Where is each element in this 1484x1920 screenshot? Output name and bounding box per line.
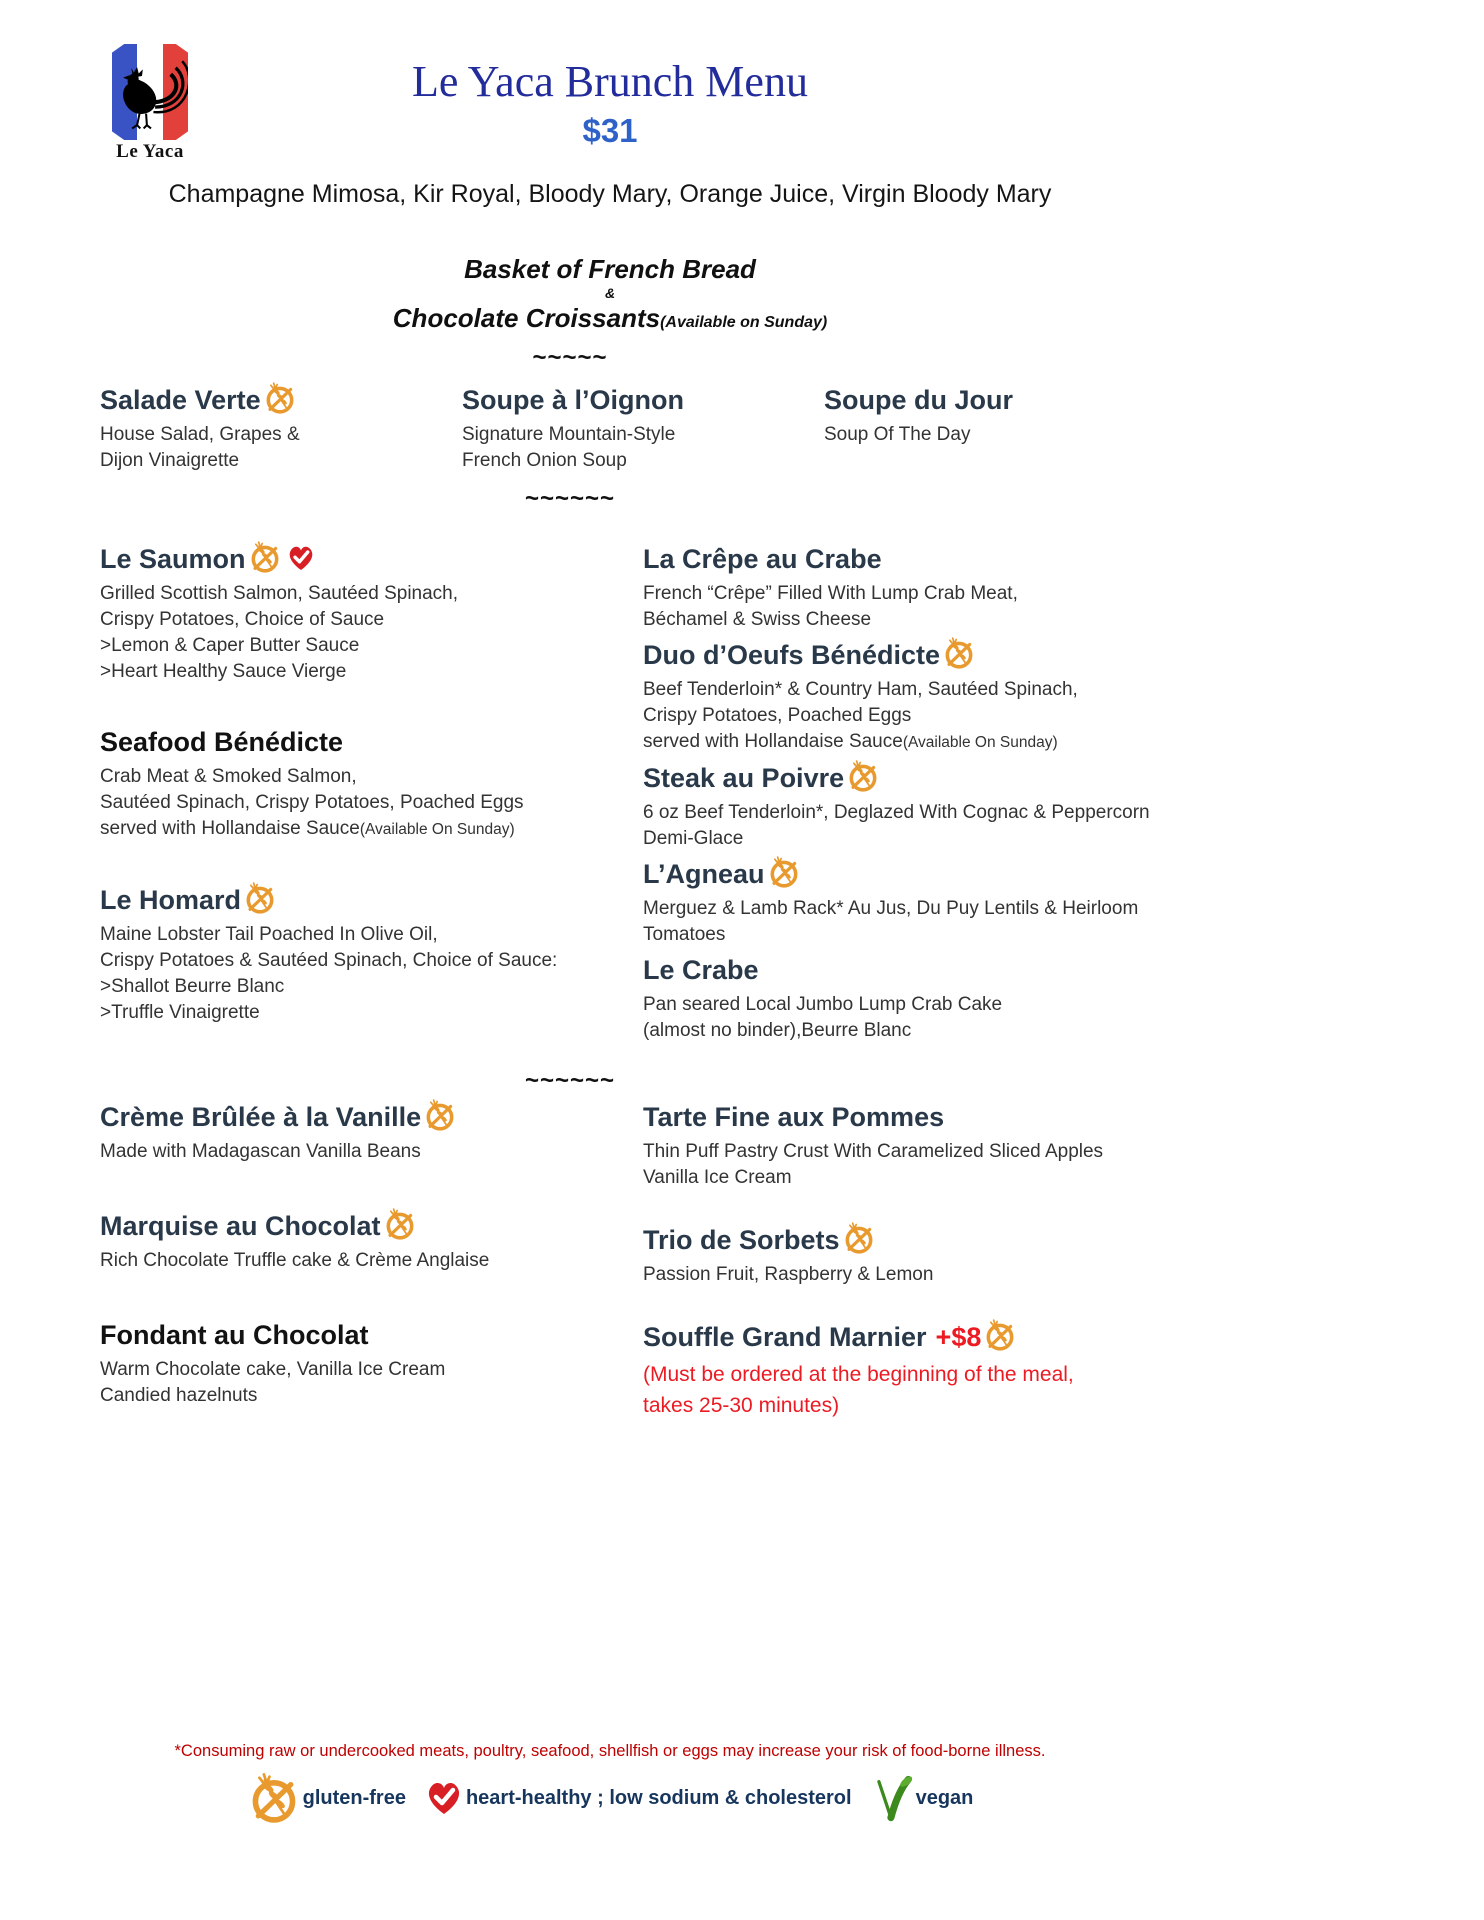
desc-text: Béchamel & Swiss Cheese	[643, 609, 872, 630]
croissants-line	[100, 302, 1120, 339]
item-title-row	[643, 857, 1220, 891]
desc-line	[100, 790, 643, 816]
desc-text: (almost no binder),Beurre Blanc	[643, 1020, 912, 1041]
item-description	[643, 1139, 1220, 1191]
desc-text: Merguez & Lamb Rack* Au Jus, Du Puy Lentils & Heirloom	[643, 898, 1139, 919]
page-title: Le Yaca Brunch Menu	[412, 57, 808, 106]
footer	[100, 1742, 1220, 1825]
menu-price: $31	[582, 112, 638, 149]
desc-text: Dijon Vinaigrette	[100, 450, 240, 471]
starters-row	[100, 383, 1220, 474]
gluten-free-icon	[983, 1318, 1017, 1352]
item-title-row	[462, 383, 824, 417]
desc-line	[643, 1018, 1220, 1044]
menu-item	[643, 542, 1220, 633]
desc-text: >Shallot Beurre Blanc	[100, 976, 285, 997]
desserts-left-column	[100, 1100, 643, 1453]
desc-line	[643, 800, 1220, 826]
item-title: Steak au Poivre	[643, 763, 845, 793]
item-description	[824, 422, 1220, 448]
item-price-suffix: +$8	[935, 1322, 982, 1352]
item-title-row	[100, 883, 643, 917]
separator: ~~~~~	[532, 344, 608, 371]
desc-line	[643, 826, 1220, 852]
desc-line	[643, 1262, 1220, 1288]
desc-text: Signature Mountain-Style	[462, 424, 676, 445]
item-title-row	[643, 638, 1220, 672]
desc-text: >Truffle Vinaigrette	[100, 1002, 260, 1023]
desc-line	[100, 922, 643, 948]
separator: ~~~~~~	[524, 1067, 616, 1094]
item-description	[100, 1139, 643, 1165]
item-title-row	[824, 383, 1220, 417]
item-title: Fondant au Chocolat	[100, 1320, 369, 1350]
desc-line	[100, 974, 643, 1000]
desc-text: Crispy Potatoes, Poached Eggs	[643, 705, 912, 726]
desc-line	[100, 1000, 643, 1026]
disclaimer: *Consuming raw or undercooked meats, poultry, seafood, shellfish or eggs may increase your risk of food-borne illness.	[174, 1742, 1046, 1760]
desc-line	[100, 659, 643, 685]
desc-text: served with Hollandaise Sauce	[643, 731, 903, 752]
separator: ~~~~~~	[524, 485, 616, 512]
desc-line	[100, 816, 643, 843]
legend-label: heart-healthy ; low sodium & cholesterol	[465, 1786, 852, 1809]
mains-left-column	[100, 542, 643, 1066]
desc-line	[100, 764, 643, 790]
menu-item	[100, 542, 643, 685]
menu-item	[643, 638, 1220, 756]
desc-text: Beef Tenderloin* & Country Ham, Sautéed Spinach,	[643, 679, 1078, 700]
item-title: Soupe du Jour	[824, 385, 1013, 415]
item-title-row	[100, 542, 643, 576]
rooster-icon	[110, 48, 192, 140]
desc-line	[462, 422, 824, 448]
desc-text: >Heart Healthy Sauce Vierge	[100, 661, 347, 682]
desc-text: Maine Lobster Tail Poached In Olive Oil,	[100, 924, 438, 945]
item-title-row	[643, 953, 1220, 987]
desc-text: >Lemon & Caper Butter Sauce	[100, 635, 360, 656]
item-title: La Crêpe au Crabe	[643, 544, 882, 574]
item-title-row	[100, 725, 643, 759]
gluten-free-icon	[842, 1221, 876, 1255]
desc-text: Candied hazelnuts	[100, 1385, 258, 1406]
croissants-note: (Available on Sunday)	[660, 314, 828, 331]
legend-heart-healthy	[424, 1778, 464, 1818]
item-title-row	[643, 1320, 1220, 1354]
desc-line	[100, 581, 643, 607]
menu-item	[824, 383, 1220, 474]
item-title-row	[643, 542, 1220, 576]
menu-item	[643, 1223, 1220, 1288]
desc-text: Tomatoes	[643, 924, 726, 945]
desc-line	[100, 1383, 643, 1409]
mains-right-column	[643, 542, 1220, 1066]
item-title: Marquise au Chocolat	[100, 1211, 381, 1241]
desc-line	[643, 992, 1220, 1018]
desc-line	[643, 1165, 1220, 1191]
bread-line: Basket of French Bread	[464, 254, 756, 284]
french-flag	[112, 44, 188, 140]
desc-note: (Available On Sunday)	[902, 734, 1058, 751]
item-title: L’Agneau	[643, 859, 765, 889]
desc-text: served with Hollandaise Sauce	[100, 818, 360, 839]
mains-row	[100, 542, 1220, 1066]
desc-line	[100, 1248, 643, 1274]
desc-text: Passion Fruit, Raspberry & Lemon	[643, 1264, 934, 1285]
desc-line	[643, 607, 1220, 633]
desc-line	[100, 448, 462, 474]
gluten-free-icon	[767, 855, 801, 889]
item-title: Le Crabe	[643, 955, 759, 985]
heart-healthy-icon	[424, 1778, 464, 1818]
desc-text: Vanilla Ice Cream	[643, 1167, 792, 1188]
menu-item	[643, 761, 1220, 852]
menu-item	[100, 383, 462, 474]
item-title: Tarte Fine aux Pommes	[643, 1102, 945, 1132]
gluten-free-icon	[248, 540, 282, 574]
menu-item	[643, 1320, 1220, 1421]
gluten-free-icon	[243, 881, 277, 915]
gluten-free-icon	[263, 381, 297, 415]
menu-item	[643, 857, 1220, 948]
item-title-row	[100, 383, 462, 417]
desc-text: Demi-Glace	[643, 828, 744, 849]
desc-text: Made with Madagascan Vanilla Beans	[100, 1141, 421, 1162]
vegan-icon	[870, 1774, 914, 1822]
item-title: Seafood Bénédicte	[100, 727, 344, 757]
desc-line	[643, 1139, 1220, 1165]
restaurant-logo	[97, 44, 203, 163]
desc-text: Grilled Scottish Salmon, Sautéed Spinach,	[100, 583, 459, 604]
gluten-free-icon	[247, 1771, 301, 1825]
item-title: Salade Verte	[100, 385, 261, 415]
desc-line	[643, 677, 1220, 703]
menu-item	[462, 383, 824, 474]
item-description	[643, 677, 1220, 756]
menu-item	[100, 1318, 643, 1409]
desc-line	[643, 729, 1220, 756]
desc-line	[643, 581, 1220, 607]
gluten-free-icon	[423, 1098, 457, 1132]
menu-item	[100, 1100, 643, 1165]
item-title-row	[643, 1100, 1220, 1134]
menu-item	[100, 1209, 643, 1274]
legend-label: gluten-free	[302, 1786, 406, 1809]
desc-text: Crispy Potatoes, Choice of Sauce	[100, 609, 385, 630]
desc-text: House Salad, Grapes &	[100, 424, 300, 445]
desc-line	[100, 607, 643, 633]
desc-line	[643, 896, 1220, 922]
item-title-row	[100, 1100, 643, 1134]
legend	[100, 1771, 1120, 1825]
desc-line	[643, 922, 1220, 948]
item-description	[100, 922, 643, 1026]
item-title-row	[100, 1209, 643, 1243]
item-description	[100, 581, 643, 685]
item-description	[643, 896, 1220, 948]
ampersand: &	[604, 285, 616, 301]
desserts-row	[100, 1100, 1220, 1453]
desc-text: Rich Chocolate Truffle cake & Crème Anglaise	[100, 1250, 490, 1271]
desc-text: (Must be ordered at the beginning of the meal,	[643, 1363, 1074, 1386]
desc-text: Soup Of The Day	[824, 424, 971, 445]
item-description	[643, 581, 1220, 633]
menu-item	[643, 953, 1220, 1044]
menu-item	[100, 883, 643, 1026]
desc-line	[100, 948, 643, 974]
logo-text: Le Yaca	[116, 141, 184, 162]
desc-line	[643, 703, 1220, 729]
desc-line	[824, 422, 1220, 448]
legend-vegan	[870, 1774, 914, 1822]
gluten-free-icon	[383, 1207, 417, 1241]
item-description	[100, 1357, 643, 1409]
desc-line	[100, 1357, 643, 1383]
heart-healthy-icon	[286, 543, 316, 573]
desc-line	[643, 1390, 1220, 1421]
item-description	[643, 1262, 1220, 1288]
desc-note: (Available On Sunday)	[359, 821, 515, 838]
desc-text: Sautéed Spinach, Crispy Potatoes, Poached Eggs	[100, 792, 524, 813]
desc-text: Warm Chocolate cake, Vanilla Ice Cream	[100, 1359, 446, 1380]
croissants-text: Chocolate Croissants	[392, 303, 661, 333]
item-title: Souffle Grand Marnier	[643, 1322, 927, 1352]
menu-item	[643, 1100, 1220, 1191]
drinks-line: Champagne Mimosa, Kir Royal, Bloody Mary, Orange Juice, Virgin Bloody Mary	[168, 180, 1052, 208]
item-title: Soupe à l’Oignon	[462, 385, 684, 415]
desc-text: Crispy Potatoes & Sautéed Spinach, Choice of Sauce:	[100, 950, 558, 971]
item-description	[643, 992, 1220, 1044]
desc-line	[100, 633, 643, 659]
desc-line	[100, 1139, 643, 1165]
legend-label: vegan	[915, 1786, 974, 1809]
gluten-free-icon	[846, 759, 880, 793]
item-title: Trio de Sorbets	[643, 1225, 840, 1255]
desserts-right-column	[643, 1100, 1220, 1453]
item-description	[643, 800, 1220, 852]
item-description	[643, 1359, 1220, 1421]
gluten-free-icon	[942, 636, 976, 670]
desc-text: Thin Puff Pastry Crust With Caramelized Sliced Apples	[643, 1141, 1104, 1162]
item-description	[100, 764, 643, 843]
desc-text: Pan seared Local Jumbo Lump Crab Cake	[643, 994, 1003, 1015]
item-description	[100, 422, 462, 474]
desc-text: French “Crêpe” Filled With Lump Crab Meat,	[643, 583, 1018, 604]
desc-text: French Onion Soup	[462, 450, 627, 471]
item-title: Le Saumon	[100, 544, 246, 574]
item-title: Le Homard	[100, 885, 242, 915]
item-description	[100, 1248, 643, 1274]
desc-line	[462, 448, 824, 474]
item-description	[462, 422, 824, 474]
desc-line	[100, 422, 462, 448]
desc-text: 6 oz Beef Tenderloin*, Deglazed With Cognac & Peppercorn	[643, 802, 1150, 823]
desc-line	[643, 1359, 1220, 1390]
item-title-row	[643, 761, 1220, 795]
desc-text: Crab Meat & Smoked Salmon,	[100, 766, 357, 787]
desc-text: takes 25-30 minutes)	[643, 1394, 840, 1417]
item-title-row	[643, 1223, 1220, 1257]
item-title: Duo d’Oeufs Bénédicte	[643, 640, 941, 670]
legend-gluten-free	[247, 1771, 301, 1825]
item-title-row	[100, 1318, 643, 1352]
menu-item	[100, 725, 643, 843]
item-title: Crème Brûlée à la Vanille	[100, 1102, 422, 1132]
